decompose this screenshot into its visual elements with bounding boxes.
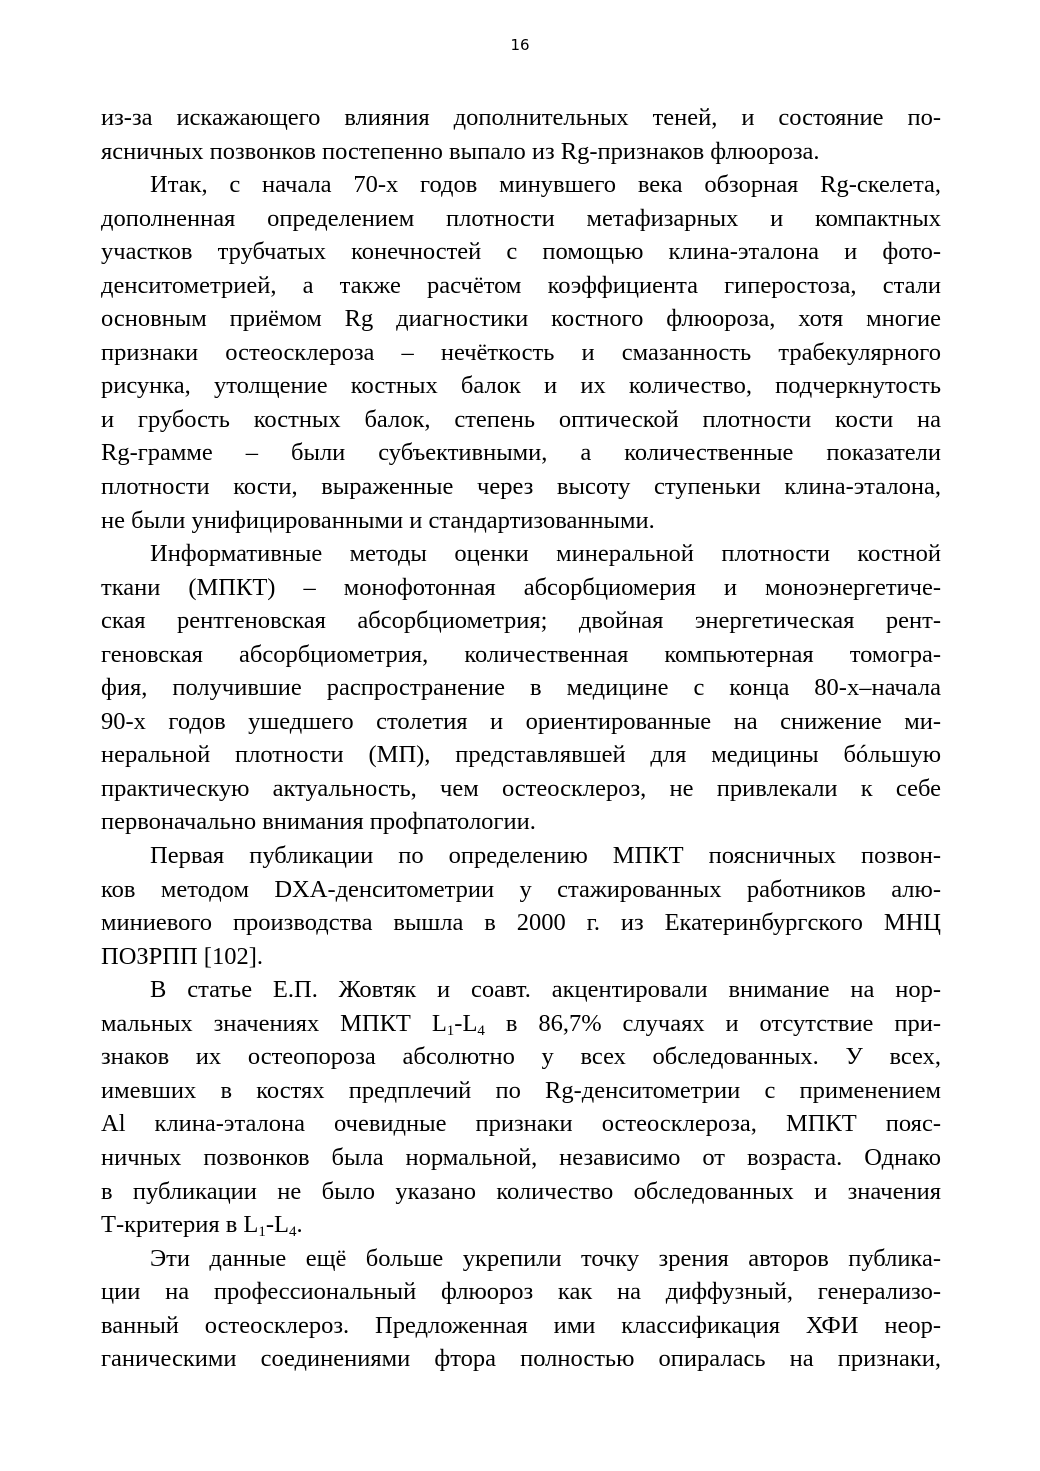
page-number: 16 [510,36,530,54]
text-line: Rg-грамме – были субъективными, а количественные показатели [101,439,941,467]
text-line: Эти данные ещё больше укрепили точку зрения авторов публика- [150,1244,941,1272]
text-fragment: мальных значениях МПКТ L [101,1009,447,1037]
text-line: ничных позвонков была нормальной, независимо от возраста. Однако [101,1143,941,1171]
text-line: Al клина-эталона очевидные признаки остеосклероза, МПКТ пояс- [101,1110,941,1138]
text-line: ская рентгеновская абсорбциометрия; двойная энергетическая рент- [101,607,941,635]
text-fragment: -L [454,1009,478,1037]
subscript: 4 [289,1224,297,1241]
text-line: миниевого производства вышла в 2000 г. из Екатеринбургского МНЦ [101,909,941,937]
text-line: Первая публикации по определению МПКТ поясничных позвон- [150,842,941,870]
text-line: денситометрией, а также расчётом коэффициента гиперостоза, стали [101,271,941,299]
subscript: 1 [446,1022,455,1039]
text-line: и грубость костных балок, степень оптической плотности кости на [101,405,941,433]
text-line: В статье Е.П. Жовтяк и соавт. акцентировали внимание на нор- [150,976,941,1004]
text-line: из-за искажающего влияния дополнительных теней, и состояние по- [101,104,941,131]
text-line: Информативные методы оценки минеральной плотности костной [150,540,941,568]
text-line: фия, получившие распространение в медицине с конца 80-х–начала [101,674,941,702]
text-line: первоначально внимания профпатологии. [101,808,536,836]
text-line: в публикации не было указано количество обследованных и значения [101,1177,941,1205]
text-line: Итак, с начала 70-х годов минувшего века обзорная Rg-скелета, [150,171,941,199]
text-fragment: Т-критерия в L [101,1211,259,1239]
text-line: не были унифицированными и стандартизованными. [101,506,655,534]
text-line: геновская абсорбциометрия, количественная компьютерная томогра- [101,640,941,668]
text-line: ков методом DXA-денситометрии у стажированных работников алю- [101,875,941,903]
text-line [101,1007,941,1041]
subscript: 1 [258,1224,266,1241]
text-line: ясничных позвонков постепенно выпало из Rg-признаков флюороза. [101,137,820,165]
text-line: неральной плотности (МП), представлявшей для медицины бóльшую [101,741,941,769]
text-line [101,1208,941,1242]
text-line: ПОЗРПП [102]. [101,942,263,970]
text-line: признаки остеосклероза – нечёткость и смазанность трабекулярного [101,338,941,366]
text-line: плотности кости, выраженные через высоту ступеньки клина-эталона, [101,473,941,501]
text-fragment: . [296,1211,303,1239]
text-line: ткани (МПКТ) – монофотонная абсорбциомерия и моноэнергетиче- [101,573,941,601]
text-line: ванный остеосклероз. Предложенная ими классификация ХФИ неор- [101,1311,941,1339]
text-line: рисунка, утолщение костных балок и их количество, подчеркнутость [101,372,941,400]
text-line: ции на профессиональный флюороз как на диффузный, генерализо- [101,1278,941,1306]
text-fragment: в 86,7% случаях и отсутствие при- [484,1009,941,1037]
text-line: основным приёмом Rg диагностики костного флюороза, хотя многие [101,305,941,333]
text-line: практическую актуальность, чем остеосклероз, не привлекали к себе [101,774,941,802]
text-line: имевших в костях предплечий по Rg-денситометрии с применением [101,1076,941,1104]
body-text [101,101,941,1376]
text-fragment: -L [265,1211,290,1239]
text-line: дополненная определением плотности метафизарных и компактных [101,204,941,232]
text-line: знаков их остеопороза абсолютно у всех обследованных. У всех, [101,1043,941,1071]
text-line: участков трубчатых конечностей с помощью клина-эталона и фото- [101,238,941,266]
text-line: 90-х годов ушедшего столетия и ориентированные на снижение ми- [101,707,941,735]
subscript: 4 [477,1022,485,1039]
text-line: ганическими соединениями фтора полностью опиралась на признаки, [101,1345,941,1373]
